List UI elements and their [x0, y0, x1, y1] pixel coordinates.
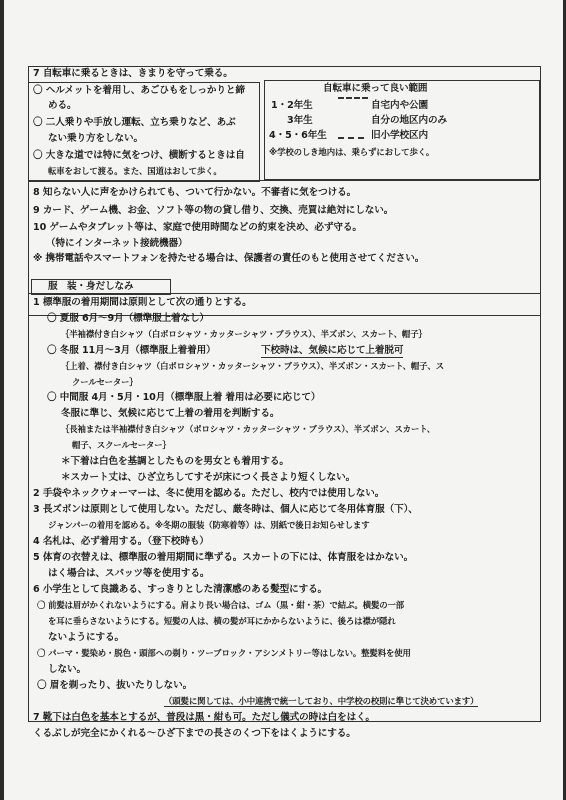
rule10-line1: 10 ゲームやタブレット等は、家庭で使用時間などの約束を決め、必ず守る。	[33, 222, 362, 233]
range-grade-1: 1・2年生	[271, 100, 313, 111]
dress-line-14: 2 手袋やネックウォーマーは、冬に使用を認める。ただし、校内では使用しない。	[33, 488, 385, 499]
range-area-2: 自分の地区内のみ	[371, 115, 447, 126]
rule7-item2-line1: 〇 二人乗りや手放し運転、立ち乗りなど、あぶ	[33, 117, 236, 128]
dress-line-28: 7 靴下は白色を基本とするが、普段は黒・紺も可。ただし儀式の時は白をはく。	[33, 712, 375, 723]
dress-line-3: ｛半袖襟付き白シャツ（白ポロシャツ・カッターシャツ・ブラウス）、半ズボン、スカート、帽子｝	[61, 329, 427, 339]
range-note: ※学校のしき地内は、乗らずにおして歩く。	[269, 147, 435, 157]
dress-line-26: 〇 眉を剃ったり、抜いたりしない。	[37, 680, 193, 691]
rule8: 8 知らない人に声をかけられても、ついて行かない。不審者に気をつける。	[33, 187, 357, 198]
rule8-divider	[28, 180, 539, 181]
dress-line-16: ジャンパーの着用を認める。※冬期の服装（防寒着等）は、別紙で後日お知らせします	[48, 520, 370, 530]
dress-line-11: 帽子、スクールセーター｝	[72, 440, 171, 450]
rule7-item3-line1: 〇 大きな道では特に気をつけ、横断するときは自	[33, 150, 245, 161]
scan-edge-left	[0, 0, 4, 800]
range-grade-2: 3年生	[287, 115, 313, 126]
range-area-3: 旧小学校区内	[371, 130, 428, 141]
dress-line-13: ＊スカート丈は、ひざ立ちしてすそが床につく長さより短くしない。	[61, 472, 356, 483]
rule7-item2-line2: ない乗り方をしない。	[48, 133, 143, 144]
rule7-item1-line1: 〇 ヘルメットを着用し、あごひもをしっかりと締	[33, 85, 245, 96]
dress-line-29: くるぶしが完全にかくれる～ひざ下までの長さのくつ下をはくようにする。	[33, 728, 356, 739]
dress-line-2: 〇 夏服 6月～9月（標準服上着なし）	[47, 313, 210, 324]
rule7-item3-line2: 転車をおして渡る。また、国道はおして歩く。	[48, 166, 222, 176]
dress-heading: 服 装・身だしなみ	[48, 281, 134, 292]
range-grade-3: 4・5・6年生	[269, 130, 327, 141]
rule9: 9 カード、ゲーム機、お金、ソフト等の物の貸し借り、交換、売買は絶対にしない。	[33, 205, 394, 216]
dress-line-4: 〇 冬服 11月～3月（標準服上着着用）	[47, 345, 216, 356]
dress-line-8: 〇 中間服 4月・5月・10月（標準服上着 着用は必要に応じて）	[47, 392, 321, 403]
dress-line-19: はく場合は、スパッツ等を使用する。	[48, 568, 210, 579]
range-row3-dash	[338, 137, 364, 139]
dress-line-18: 5 体育の衣替えは、標準服の着用期間に準ずる。スカートの下には、体育服をはかない。	[33, 552, 414, 563]
dress-line-24: 〇 パーマ・髪染め・脱色・頭部への剃り・ツーブロック・アシンメトリー等はしない。整髪料を使用	[37, 648, 411, 658]
rule7-item1-line2: める。	[48, 100, 77, 111]
dress-line-12: ＊下着は白色を基調としたものを男女とも着用する。	[61, 456, 289, 467]
dress-line-22: を耳に垂らさないようにする。短髪の人は、横の髪が耳にかからないように、後ろは襟が隠れ	[48, 616, 396, 626]
dress-line-21: 〇 前髪は眉がかくれないようにする。肩より長い場合は、ゴム（黒・紺・茶）で結ぶ。横髪の一部	[37, 600, 405, 610]
dress-line-17: 4 名札は、必ず着用する。（登下校時も）	[33, 536, 209, 547]
rule7-header: 7 自転車に乗るときは、きまりを守って乗る。	[33, 68, 233, 79]
dress-line-25: しない。	[48, 664, 86, 675]
dress-line-27: （頭髪に関しては、小中連携で統一しており、中学校の校則に準じて決めています）	[164, 696, 479, 706]
range-title-dash	[338, 97, 368, 99]
rule10-line2: （特にインターネット接続機器）	[46, 238, 188, 249]
phone-note: ※ 携帯電話やスマートフォンを持たせる場合は、保護者の責任のもと使用させてください。	[33, 253, 425, 264]
dress-line-5: 下校時は、気候に応じて上着脱可	[261, 345, 404, 356]
dress-line-6: ｛上着、襟付き白シャツ（白ポロシャツ・カッターシャツ・ブラウス）、半ズボン・スカート、帽子、ス	[61, 361, 444, 371]
dress-line-9: 冬服に準じ、気候に応じて上着の着用を判断する。	[61, 408, 280, 419]
range-area-1: 自宅内や公園	[371, 100, 428, 111]
range-title: 自転車に乗って良い範囲	[323, 83, 428, 94]
dress-line-15: 3 長ズボンは原則として使用しない。ただし、厳冬時は、個人に応じて冬用体育服（下）、	[33, 504, 418, 515]
dress-line-7: クールセーター｝	[72, 377, 138, 387]
dress-line-10: ｛長袖または半袖襟付き白シャツ（ポロシャツ・カッターシャツ・ブラウス）、半ズボン、スカート、	[61, 424, 436, 434]
dress-line-20: 6 小学生として良識ある、すっきりとした清潔感のある髪型にする。	[33, 584, 328, 595]
dress-line-1: 1 標準服の着用期間は原則として次の通りとする。	[33, 297, 252, 308]
dress-line-23: ないようにする。	[48, 632, 124, 643]
